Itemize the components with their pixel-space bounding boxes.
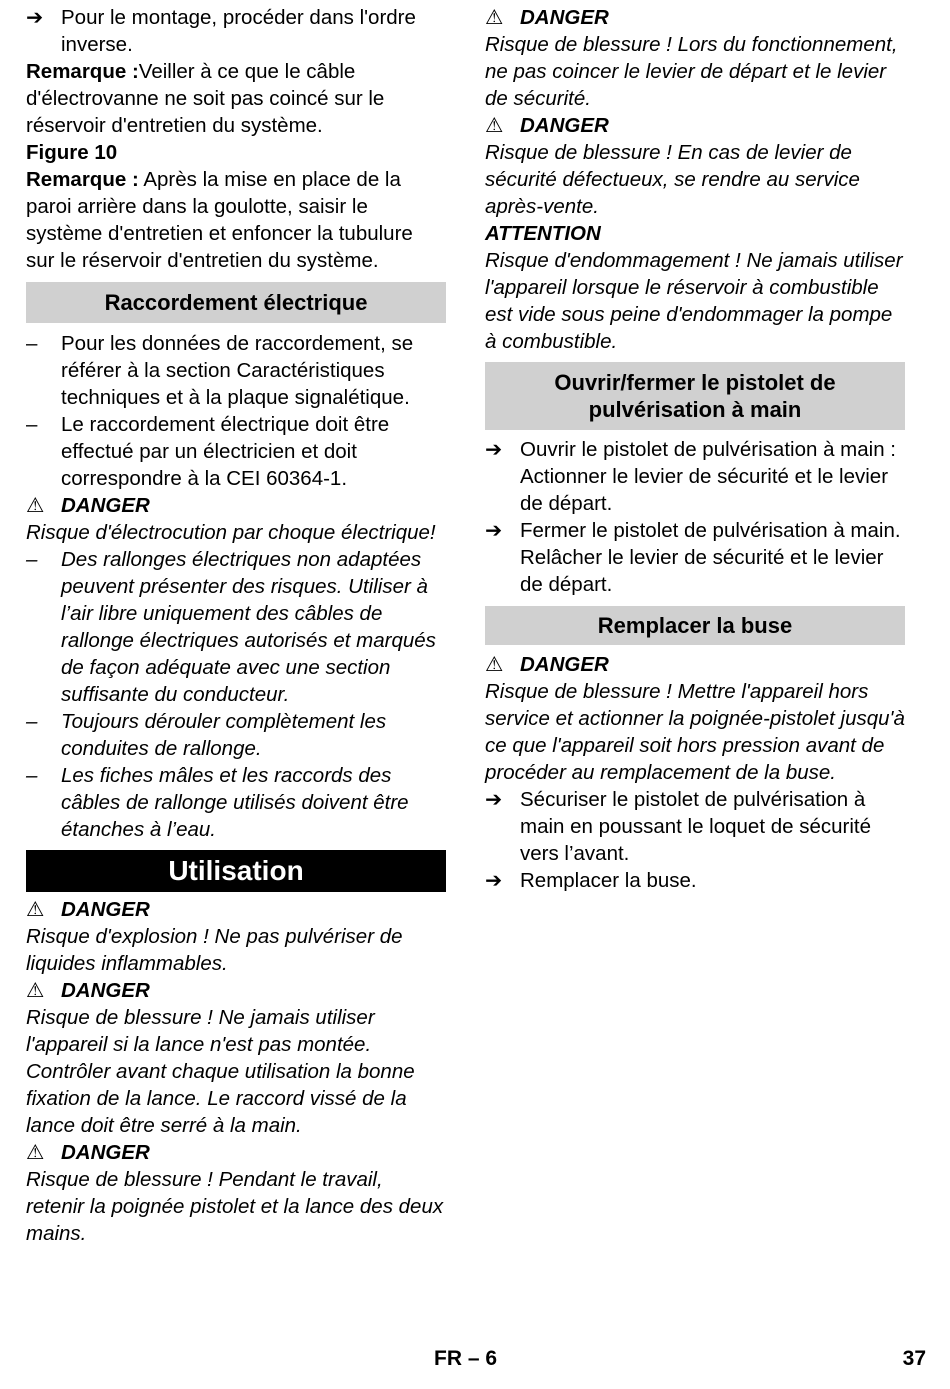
arrow-step	[26, 4, 446, 58]
dash-marker: –	[26, 548, 38, 571]
danger-text: Risque d'électrocution par choque électrique!	[26, 521, 436, 544]
section-heading-raccordement: Raccordement électrique	[26, 282, 446, 323]
list-item: – Pour les données de raccordement, se référer à la section Caractéristiques techniques et à la plaque signalétique.	[26, 332, 414, 409]
note-remarque-1	[26, 58, 446, 139]
right-column	[485, 4, 905, 894]
danger-label: ⚠ DANGER	[485, 6, 609, 29]
note-remarque-2	[26, 166, 446, 274]
figure-reference: Figure 10	[26, 141, 118, 164]
arrow-icon: ➔	[485, 869, 503, 892]
danger-text: Risque de blessure ! Mettre l'appareil hors service et actionner la poignée-pistolet jusqu'à ce que l'appareil soit hors pression avant de procéder au remplacement de la buse.	[485, 680, 905, 784]
list-item: – Les fiches mâles et les raccords des câbles de rallonge utilisés doivent être étanches à l’eau.	[26, 764, 409, 841]
warning-triangle-icon: ⚠	[485, 653, 504, 676]
page-number: 37	[902, 1347, 926, 1370]
note-text: Après la mise en place de la paroi arrière dans la goulotte, saisir le système d'entretien et enfoncer la tubulure sur le réservoir d'entretien du système.	[26, 168, 413, 272]
arrow-icon: ➔	[26, 6, 44, 29]
danger-label: ⚠ DANGER	[26, 898, 150, 921]
attention-label: ATTENTION	[485, 222, 601, 245]
note-label: Remarque :	[26, 168, 139, 191]
note-label: Remarque :	[26, 60, 139, 83]
warning-triangle-icon: ⚠	[26, 898, 45, 921]
dash-marker: –	[26, 413, 38, 436]
arrow-step: ➔ Remplacer la buse.	[485, 869, 697, 892]
list-item: – Le raccordement électrique doit être effectué par un électricien et doit correspondre à la CEI 60364-1.	[26, 413, 390, 490]
warning-triangle-icon: ⚠	[26, 494, 45, 517]
note-text: Veiller à ce que le câble d'électrovanne ne soit pas coincé sur le réservoir d'entretien du système.	[26, 60, 385, 137]
attention-text: Risque d'endommagement ! Ne jamais utiliser l'appareil lorsque le réservoir à combustible est vide sous peine d'endommager la pompe à combustible.	[485, 249, 903, 353]
danger-text: Risque de blessure ! En cas de levier de sécurité défectueux, se rendre au service après-vente.	[485, 141, 860, 218]
dash-marker: –	[26, 332, 38, 355]
danger-label: ⚠ DANGER	[26, 979, 150, 1002]
arrow-icon: ➔	[485, 438, 503, 461]
section-heading-buse: Remplacer la buse	[485, 606, 905, 645]
arrow-icon: ➔	[485, 519, 503, 542]
arrow-step: ➔ Sécuriser le pistolet de pulvérisation à main en poussant le loquet de sécurité vers l’avant.	[485, 788, 872, 865]
list-item: – Des rallonges électriques non adaptées peuvent présenter des risques. Utiliser à l’air libre uniquement des câbles de rallonge électriques autorisés et marqués de façon adéquate avec une section suffisante du conducteur.	[26, 548, 436, 706]
arrow-step: ➔ Ouvrir le pistolet de pulvérisation à main : Actionner le levier de sécurité et le levier de départ.	[485, 438, 897, 515]
dash-marker: –	[26, 764, 38, 787]
footer-section-label: FR – 6	[434, 1347, 498, 1370]
arrow-icon: ➔	[485, 788, 503, 811]
danger-text: Risque d'explosion ! Ne pas pulvériser de liquides inflammables.	[26, 925, 403, 975]
danger-text: Risque de blessure ! Lors du fonctionnement, ne pas coincer le levier de départ et le levier de sécurité.	[485, 33, 898, 110]
warning-triangle-icon: ⚠	[485, 114, 504, 137]
danger-label: ⚠ DANGER	[485, 114, 609, 137]
danger-text: Risque de blessure ! Pendant le travail, retenir la poignée pistolet et la lance des deux mains.	[26, 1168, 444, 1245]
dash-marker: –	[26, 710, 38, 733]
list-item: – Toujours dérouler complètement les conduites de rallonge.	[26, 710, 387, 760]
step-text: Pour le montage, procéder dans l'ordre inverse.	[61, 6, 416, 56]
section-heading-utilisation: Utilisation	[26, 850, 446, 892]
danger-label: ⚠ DANGER	[485, 653, 609, 676]
warning-triangle-icon: ⚠	[485, 6, 504, 29]
arrow-step: ➔ Fermer le pistolet de pulvérisation à main. Relâcher le levier de sécurité et le levier de départ.	[485, 519, 901, 596]
danger-label: ⚠ DANGER	[26, 1141, 150, 1164]
warning-triangle-icon: ⚠	[26, 1141, 45, 1164]
left-column	[26, 4, 446, 1247]
danger-label: ⚠ DANGER	[26, 494, 150, 517]
warning-triangle-icon: ⚠	[26, 979, 45, 1002]
danger-text: Risque de blessure ! Ne jamais utiliser l'appareil si la lance n'est pas montée. Contrôler avant chaque utilisation la bonne fixation de la lance. Le raccord vissé de la lance doit être serré à la main.	[26, 1006, 415, 1137]
section-heading-pistolet: Ouvrir/fermer le pistolet de pulvérisation à main	[485, 362, 905, 430]
